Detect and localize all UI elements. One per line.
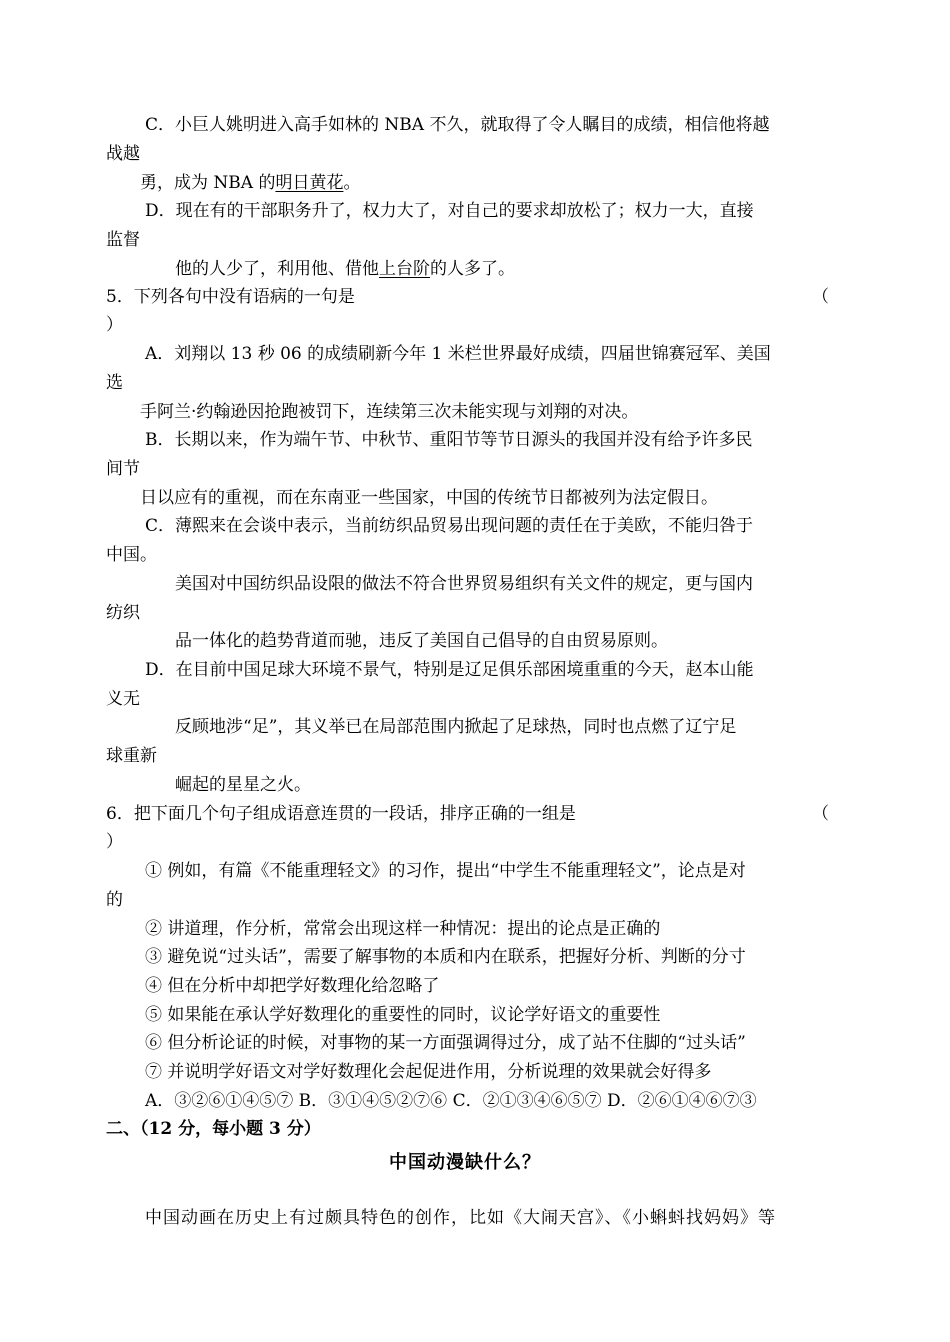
q6-sentence-6: ⑥ 但分析论证的时候，对事物的某一方面强调得过分，成了站不住脚的“过头话” xyxy=(145,1033,746,1053)
q4-option-d-line3 xyxy=(175,257,515,281)
q4-option-d-line2: 监督 xyxy=(106,230,140,250)
q5-option-a-line1: A．刘翔以 13 秒 06 的成绩刷新今年 1 米栏世界最好成绩，四届世锦赛冠军、美国 xyxy=(145,344,771,364)
q4-c-text-post: 。 xyxy=(343,173,361,193)
q5-option-d-line1: D．在目前中国足球大环境不景气，特别是辽足俱乐部困境重重的今天，赵本山能 xyxy=(145,660,754,680)
q6-sentence-2: ② 讲道理，作分析，常常会出现这样一种情况：提出的论点是正确的 xyxy=(145,919,661,939)
q6-answer-options: A．③②⑥①④⑤⑦ B．③①④⑤②⑦⑥ C．②①③④⑥⑤⑦ D．②⑥①④⑥⑦③ xyxy=(145,1091,757,1111)
q6-sentence-1-line2: 的 xyxy=(106,890,123,910)
q5-stem: 5．下列各句中没有语病的一句是 xyxy=(106,287,355,307)
q5-option-d-line3: 反顾地涉“足”，其义举已在局部范围内掀起了足球热，同时也点燃了辽宁足 xyxy=(175,717,737,737)
q6-sentence-7: ⑦ 并说明学好语文对学好数理化会起促进作用，分析说理的效果就会好得多 xyxy=(145,1062,712,1082)
q6-sentence-1-line1: ① 例如，有篇《不能重理轻文》的习作，提出“中学生不能重理轻文”，论点是对 xyxy=(145,861,746,881)
article-paragraph-1: 中国动画在历史上有过颇具特色的创作，比如《大闹天宫》、《小蝌蚪找妈妈》等 xyxy=(145,1208,776,1228)
article-title: 中国动漫缺什么？ xyxy=(389,1152,541,1173)
q5-option-c-line1: C．薄熙来在会谈中表示，当前纺织品贸易出现问题的责任在于美欧，不能归咎于 xyxy=(145,516,754,536)
q5-option-d-line4: 球重新 xyxy=(106,746,157,766)
q4-c-text-pre: 勇，成为 NBA 的 xyxy=(140,173,276,193)
section-2-heading: 二、（12 分，每小题 3 分） xyxy=(106,1119,321,1139)
q6-sentence-5: ⑤ 如果能在承认学好数理化的重要性的同时，议论学好语文的重要性 xyxy=(145,1005,661,1025)
q5-option-b-line3: 日以应有的重视，而在东南亚一些国家，中国的传统节日都被列为法定假日。 xyxy=(140,488,718,508)
q4-option-c-line3 xyxy=(140,171,360,195)
q5-option-c-line4: 纺织 xyxy=(106,603,140,623)
q6-sentence-3: ③ 避免说“过头话”，需要了解事物的本质和内在联系，把握好分析、判断的分寸 xyxy=(145,947,746,967)
q5-option-c-line5: 品一体化的趋势背道而驰，违反了美国自己倡导的自由贸易原则。 xyxy=(175,631,668,651)
q5-option-d-line2: 义无 xyxy=(106,689,140,709)
q6-answer-paren-open: （ xyxy=(812,804,829,824)
q6-answer-paren-close: ） xyxy=(106,832,123,852)
q5-option-a-line2: 选 xyxy=(106,373,123,393)
q5-option-c-line3: 美国对中国纺织品设限的做法不符合世界贸易组织有关文件的规定，更与国内 xyxy=(175,574,753,594)
q6-sentence-4: ④ 但在分析中却把学好数理化给忽略了 xyxy=(145,976,440,996)
q5-answer-paren-open: （ xyxy=(812,287,829,307)
q4-option-c-line1: C．小巨人姚明进入高手如林的 NBA 不久，就取得了令人瞩目的成绩，相信他将越 xyxy=(145,115,770,135)
q6-stem: 6．把下面几个句子组成语意连贯的一段话，排序正确的一组是 xyxy=(106,804,576,824)
q5-option-b-line1: B．长期以来，作为端午节、中秋节、重阳节等节日源头的我国并没有给予许多民 xyxy=(145,430,753,450)
q4-c-underlined-phrase: 明日黄花 xyxy=(275,173,344,193)
q4-d-underlined-phrase: 上台阶 xyxy=(379,259,430,279)
q4-option-d-line1: D．现在有的干部职务升了，权力大了，对自己的要求却放松了；权力一大，直接 xyxy=(145,201,754,221)
q5-option-d-line5: 崛起的星星之火。 xyxy=(175,775,311,795)
q5-option-a-line3: 手阿兰·约翰逊因抢跑被罚下，连续第三次未能实现与刘翔的对决。 xyxy=(140,402,639,422)
q4-d-text-post: 的人多了。 xyxy=(430,259,515,279)
q5-option-b-line2: 间节 xyxy=(106,459,140,479)
q5-option-c-line2: 中国。 xyxy=(106,545,157,565)
q4-option-c-line2: 战越 xyxy=(106,144,140,164)
q5-answer-paren-close: ） xyxy=(106,315,123,335)
q4-d-text-pre: 他的人少了，利用他、借他 xyxy=(175,259,379,279)
